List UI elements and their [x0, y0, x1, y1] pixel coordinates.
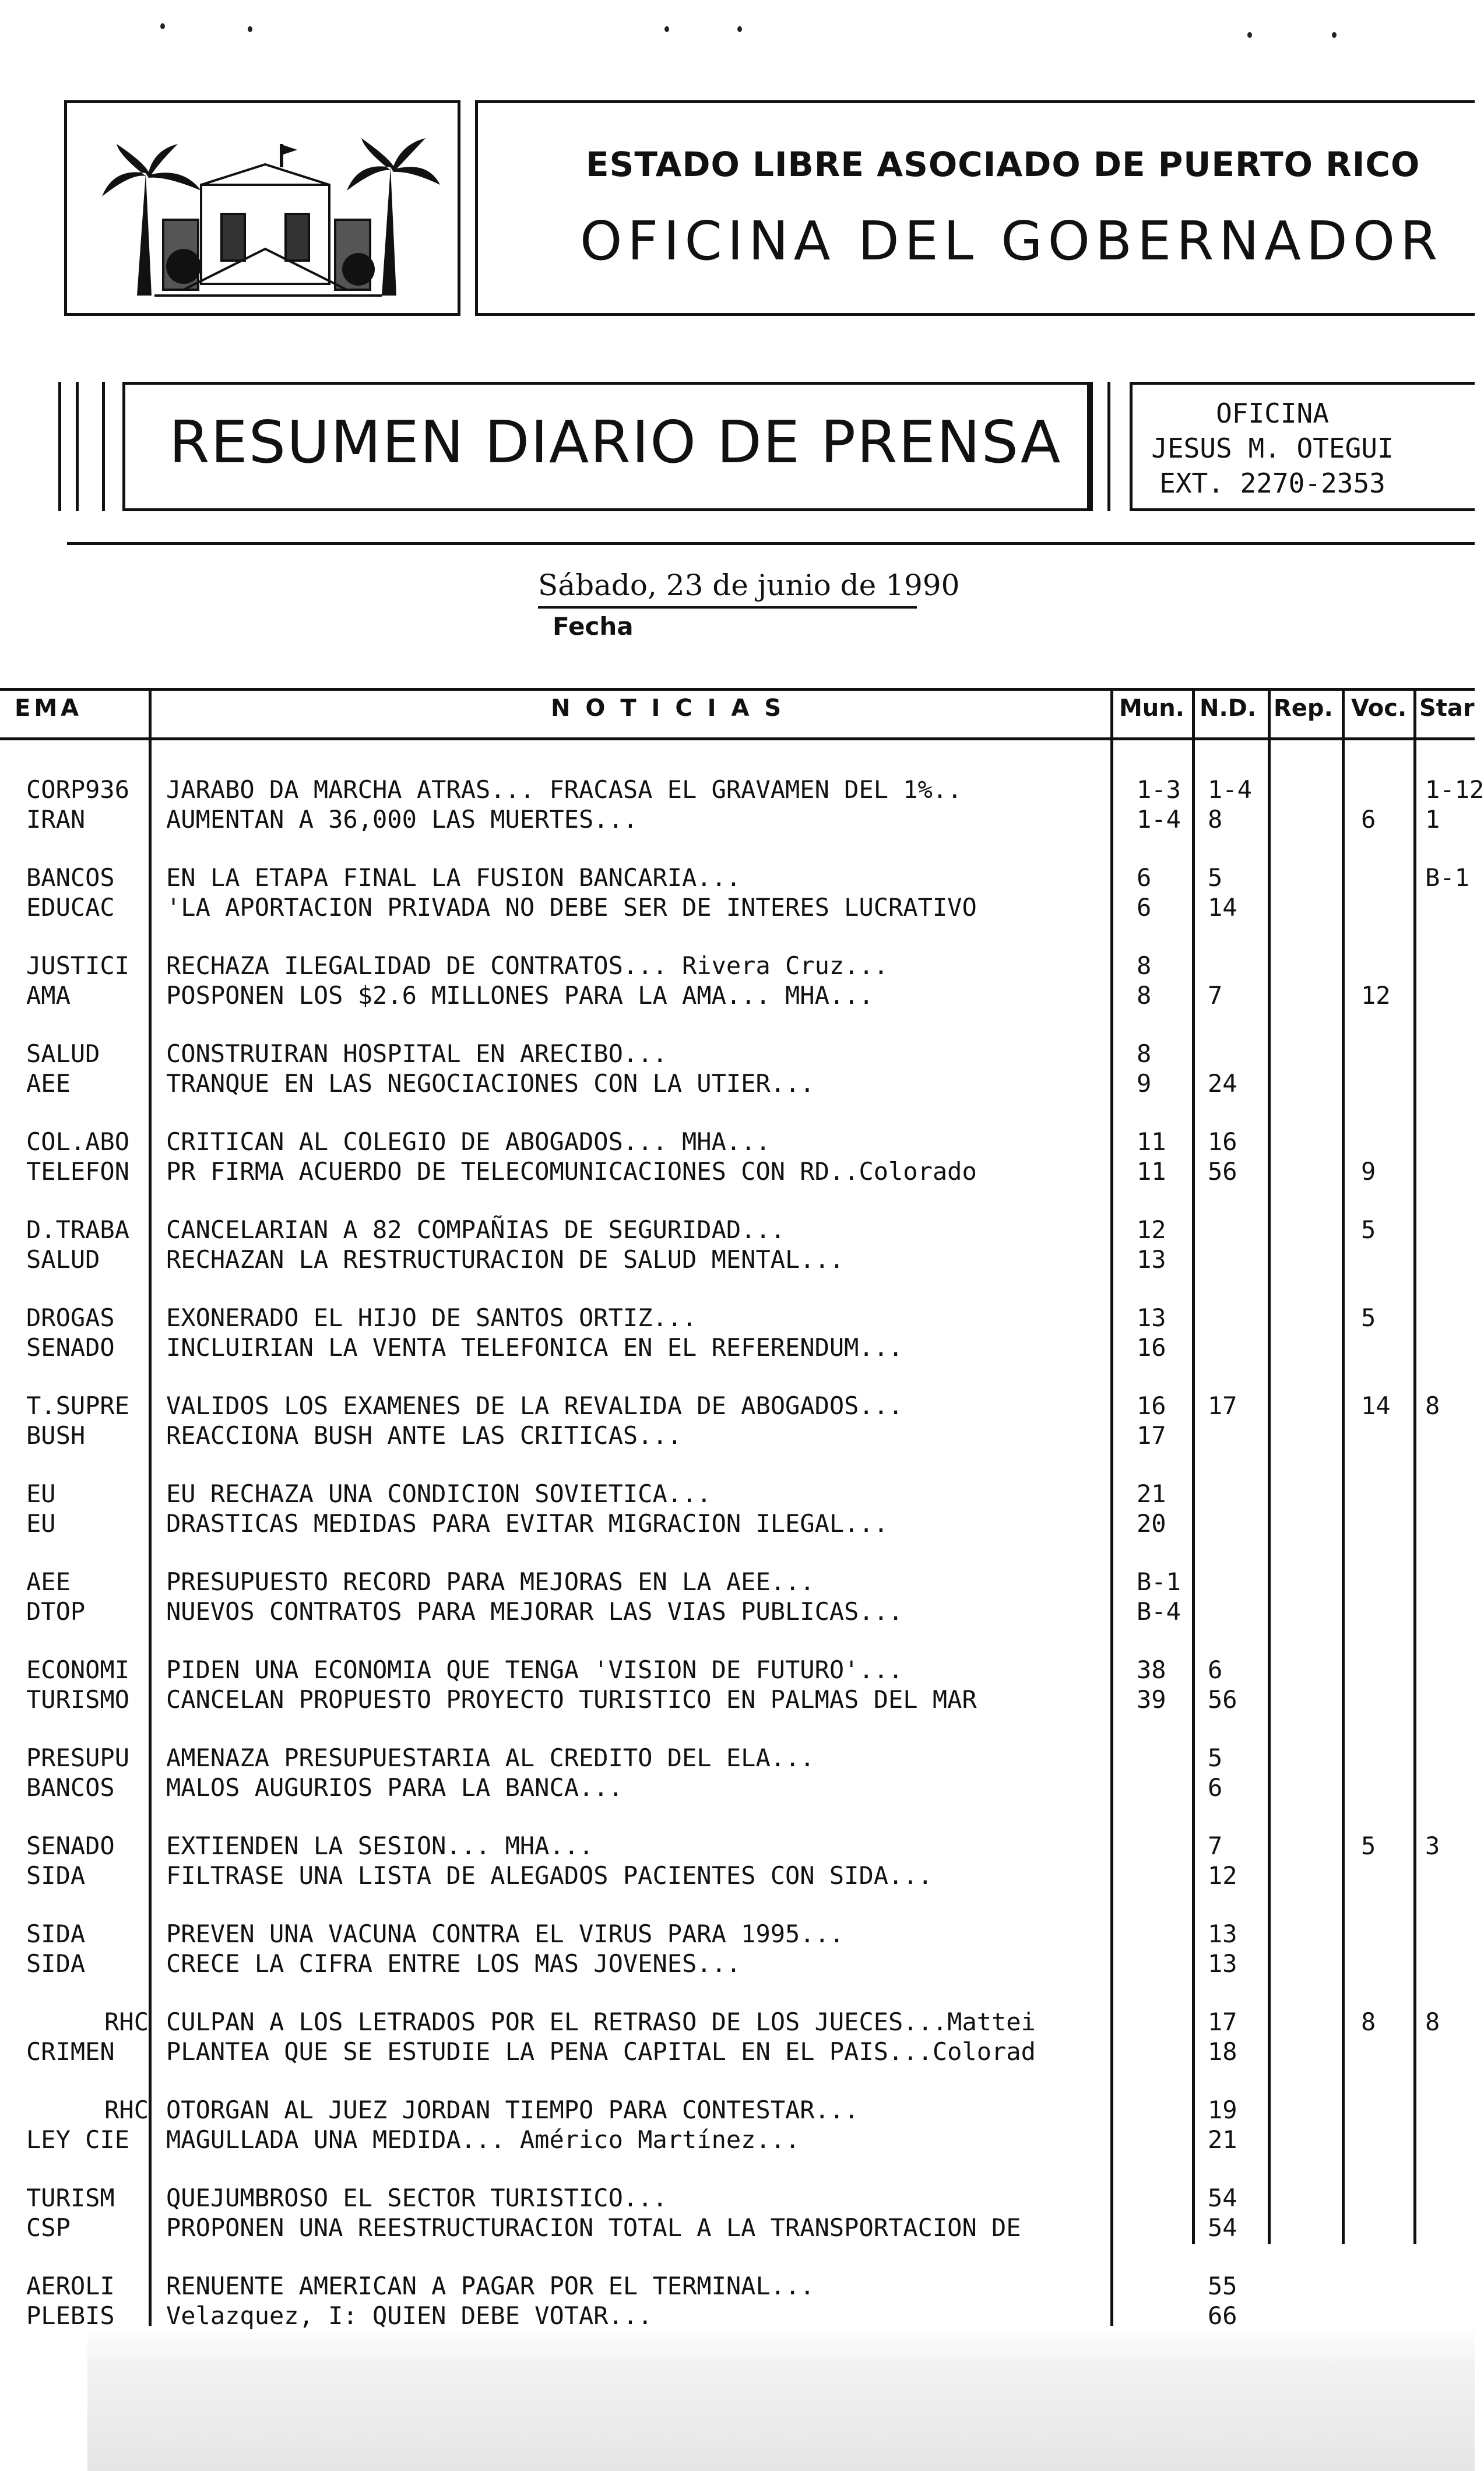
row-headline: CULPAN A LOS LETRADOS POR EL RETRASO DE LOS JUECES...Mattei — [166, 2008, 1036, 2036]
row-tema: LEY CIE — [26, 2125, 130, 2154]
office-extension: EXT. 2270-2353 — [1159, 468, 1385, 499]
row-nd-page: 1-4 — [1208, 775, 1252, 804]
row-tema: SALUD — [26, 1245, 100, 1274]
row-nd-page: 5 — [1208, 863, 1223, 892]
row-nd-page: 6 — [1208, 1773, 1223, 1802]
row-nd-page: 55 — [1208, 2272, 1237, 2300]
row-nd-page: 17 — [1208, 1391, 1237, 1420]
government-header-frame — [475, 100, 1475, 316]
row-headline: REACCIONA BUSH ANTE LAS CRITICAS... — [166, 1421, 683, 1450]
decorative-bars-right — [1090, 382, 1131, 511]
row-nd-page: 18 — [1208, 2037, 1237, 2066]
row-voc-page: 5 — [1361, 1215, 1376, 1244]
row-voc-page: 8 — [1361, 2008, 1376, 2036]
row-mun-page: 17 — [1137, 1421, 1166, 1450]
row-star-page: 8 — [1425, 1391, 1440, 1420]
column-header-noticias: N O T I C I A S — [551, 695, 785, 722]
row-nd-page: 54 — [1208, 2184, 1237, 2212]
row-headline: EU RECHAZA UNA CONDICION SOVIETICA... — [166, 1479, 712, 1508]
row-voc-page: 9 — [1361, 1157, 1376, 1186]
row-tema: SALUD — [26, 1039, 100, 1068]
row-mun-page: 6 — [1137, 863, 1152, 892]
column-divider — [149, 688, 152, 2460]
row-tema: TURISM — [26, 2184, 115, 2212]
row-tema: D.TRABA — [26, 1215, 130, 1244]
row-tema: EDUCAC — [26, 893, 115, 922]
scan-speck — [737, 26, 742, 32]
row-tema: T.SUPRE — [26, 1391, 130, 1420]
date-underline — [538, 606, 917, 609]
row-headline: EN LA ETAPA FINAL LA FUSION BANCARIA... — [166, 863, 741, 892]
row-tema: BANCOS — [26, 1773, 115, 1802]
row-headline: RENUENTE AMERICAN A PAGAR POR EL TERMINAL... — [166, 2272, 815, 2300]
row-nd-page: 16 — [1208, 1127, 1237, 1156]
date-label: Fecha — [553, 612, 634, 641]
row-tema: SIDA — [26, 1861, 86, 1890]
row-voc-page: 14 — [1361, 1391, 1391, 1420]
office-contact-box — [1130, 382, 1475, 511]
row-star-page: 3 — [1425, 1832, 1440, 1860]
row-headline: MALOS AUGURIOS PARA LA BANCA... — [166, 1773, 623, 1802]
column-divider — [1268, 688, 1271, 2244]
row-tema: COL.ABO — [26, 1127, 130, 1156]
row-mun-page: 21 — [1137, 1479, 1166, 1508]
row-headline: MAGULLADA UNA MEDIDA... Américo Martínez... — [166, 2125, 800, 2154]
row-tema: AEE — [26, 1567, 71, 1596]
row-nd-page: 7 — [1208, 1832, 1223, 1860]
column-header-voc: Voc. — [1351, 695, 1407, 722]
column-header-tema: EMA — [15, 695, 83, 722]
row-mun-page: B-4 — [1137, 1597, 1181, 1626]
row-tema: RHC — [104, 2008, 149, 2036]
row-headline: DRASTICAS MEDIDAS PARA EVITAR MIGRACION ILEGAL... — [166, 1509, 889, 1538]
row-mun-page: 38 — [1137, 1655, 1166, 1684]
row-headline: EXONERADO EL HIJO DE SANTOS ORTIZ... — [166, 1303, 697, 1332]
column-divider — [1413, 688, 1416, 2244]
report-title: RESUMEN DIARIO DE PRENSA — [169, 408, 1062, 476]
row-tema: SIDA — [26, 1949, 86, 1978]
scan-speck — [160, 23, 165, 29]
row-mun-page: 8 — [1137, 951, 1152, 980]
row-headline: PLANTEA QUE SE ESTUDIE LA PENA CAPITAL EN EL PAIS...Colorad — [166, 2037, 1036, 2066]
row-voc-page: 5 — [1361, 1303, 1376, 1332]
row-headline: FILTRASE UNA LISTA DE ALEGADOS PACIENTES CON SIDA... — [166, 1861, 933, 1890]
row-headline: PROPONEN UNA REESTRUCTURACION TOTAL A LA TRANSPORTACION DE — [166, 2213, 1021, 2242]
row-headline: CRITICAN AL COLEGIO DE ABOGADOS... MHA... — [166, 1127, 771, 1156]
row-tema: EU — [26, 1479, 56, 1508]
scan-speck — [1247, 32, 1252, 38]
logo-frame — [64, 100, 460, 316]
row-nd-page: 13 — [1208, 1920, 1237, 1948]
row-nd-page: 5 — [1208, 1744, 1223, 1772]
row-mun-page: 1-4 — [1137, 805, 1181, 834]
decorative-bars-left — [58, 382, 122, 511]
column-divider — [1110, 688, 1113, 2460]
row-nd-page: 19 — [1208, 2096, 1237, 2124]
row-mun-page: 11 — [1137, 1127, 1166, 1156]
row-star-page: 1 — [1425, 805, 1440, 834]
row-headline: INCLUIRIAN LA VENTA TELEFONICA EN EL REFERENDUM... — [166, 1333, 903, 1362]
row-tema: CRIMEN — [26, 2037, 115, 2066]
row-nd-page: 13 — [1208, 1949, 1237, 1978]
row-headline: EXTIENDEN LA SESION... MHA... — [166, 1832, 594, 1860]
row-tema: EU — [26, 1509, 56, 1538]
column-header-nd: N.D. — [1200, 695, 1257, 722]
row-mun-page: 12 — [1137, 1215, 1166, 1244]
row-voc-page: 5 — [1361, 1832, 1376, 1860]
row-tema: DROGAS — [26, 1303, 115, 1332]
row-headline: NUEVOS CONTRATOS PARA MEJORAR LAS VIAS PUBLICAS... — [166, 1597, 903, 1626]
row-headline: RECHAZA ILEGALIDAD DE CONTRATOS... Rivera Cruz... — [166, 951, 889, 980]
row-mun-page: 8 — [1137, 981, 1152, 1010]
row-nd-page: 24 — [1208, 1069, 1237, 1098]
row-tema: RHC — [104, 2096, 149, 2124]
row-nd-page: 8 — [1208, 805, 1223, 834]
row-headline: CRECE LA CIFRA ENTRE LOS MAS JOVENES... — [166, 1949, 741, 1978]
row-nd-page: 7 — [1208, 981, 1223, 1010]
row-tema: SENADO — [26, 1832, 115, 1860]
column-divider — [1192, 688, 1195, 2244]
row-tema: DTOP — [26, 1597, 86, 1626]
row-headline: AMENAZA PRESUPUESTARIA AL CREDITO DEL ELA... — [166, 1744, 815, 1772]
row-tema: IRAN — [26, 805, 86, 834]
row-mun-page: 8 — [1137, 1039, 1152, 1068]
row-tema: JUSTICI — [26, 951, 130, 980]
row-mun-page: 13 — [1137, 1303, 1166, 1332]
office-title: OFICINA DEL GOBERNADOR — [580, 210, 1443, 272]
row-headline: RECHAZAN LA RESTRUCTURACION DE SALUD MENTAL... — [166, 1245, 845, 1274]
row-headline: QUEJUMBROSO EL SECTOR TURISTICO... — [166, 2184, 667, 2212]
column-divider — [1342, 688, 1345, 2244]
row-nd-page: 21 — [1208, 2125, 1237, 2154]
table-header-bottom-rule — [0, 737, 1475, 740]
row-tema: AMA — [26, 981, 71, 1010]
row-mun-page: 9 — [1137, 1069, 1152, 1098]
row-nd-page: 56 — [1208, 1685, 1237, 1714]
row-tema: TURISMO — [26, 1685, 130, 1714]
scan-speck — [1332, 32, 1337, 38]
row-headline: TRANQUE EN LAS NEGOCIACIONES CON LA UTIER... — [166, 1069, 815, 1098]
office-label: OFICINA — [1216, 398, 1329, 429]
row-star-page: 1-12 — [1425, 775, 1484, 804]
row-headline: JARABO DA MARCHA ATRAS... FRACASA EL GRAVAMEN DEL 1%.. — [166, 775, 962, 804]
row-tema: BANCOS — [26, 863, 115, 892]
office-contact-name: JESUS M. OTEGUI — [1151, 433, 1394, 464]
row-mun-page: 11 — [1137, 1157, 1166, 1186]
column-header-star: Star — [1419, 695, 1475, 722]
row-nd-page: 54 — [1208, 2213, 1237, 2242]
row-tema: CORP936 — [26, 775, 130, 804]
row-nd-page: 6 — [1208, 1655, 1223, 1684]
row-mun-page: 39 — [1137, 1685, 1166, 1714]
row-headline: PR FIRMA ACUERDO DE TELECOMUNICACIONES CON RD..Colorado — [166, 1157, 977, 1186]
row-mun-page: 13 — [1137, 1245, 1166, 1274]
row-tema: PLEBIS — [26, 2301, 115, 2330]
row-headline: CANCELARIAN A 82 COMPAÑIAS DE SEGURIDAD... — [166, 1215, 786, 1244]
row-nd-page: 17 — [1208, 2008, 1237, 2036]
row-headline: PIDEN UNA ECONOMIA QUE TENGA 'VISION DE FUTURO'... — [166, 1655, 903, 1684]
table-header-top-rule — [0, 688, 1475, 691]
row-headline: Velazquez, I: QUIEN DEBE VOTAR... — [166, 2301, 653, 2330]
row-nd-page: 12 — [1208, 1861, 1237, 1890]
row-headline: VALIDOS LOS EXAMENES DE LA REVALIDA DE ABOGADOS... — [166, 1391, 903, 1420]
scan-shadow — [87, 2326, 1475, 2471]
row-tema: AEROLI — [26, 2272, 115, 2300]
row-mun-page: 16 — [1137, 1391, 1166, 1420]
scan-speck — [664, 26, 669, 32]
row-nd-page: 66 — [1208, 2301, 1237, 2330]
row-headline: AUMENTAN A 36,000 LAS MUERTES... — [166, 805, 638, 834]
building-with-palms-icon — [67, 103, 458, 313]
row-headline: OTORGAN AL JUEZ JORDAN TIEMPO PARA CONTESTAR... — [166, 2096, 859, 2124]
row-tema: ECONOMI — [26, 1655, 130, 1684]
row-mun-page: 20 — [1137, 1509, 1166, 1538]
row-headline: PRESUPUESTO RECORD PARA MEJORAS EN LA AEE... — [166, 1567, 815, 1596]
date-value: Sábado, 23 de junio de 1990 — [538, 568, 960, 602]
row-headline: POSPONEN LOS $2.6 MILLONES PARA LA AMA... MHA... — [166, 981, 874, 1010]
row-tema: AEE — [26, 1069, 71, 1098]
row-nd-page: 56 — [1208, 1157, 1237, 1186]
row-tema: TELEFON — [26, 1157, 130, 1186]
column-header-rep: Rep. — [1274, 695, 1333, 722]
row-headline: PREVEN UNA VACUNA CONTRA EL VIRUS PARA 1995... — [166, 1920, 845, 1948]
row-tema: PRESUPU — [26, 1744, 130, 1772]
row-headline: CONSTRUIRAN HOSPITAL EN ARECIBO... — [166, 1039, 667, 1068]
row-mun-page: B-1 — [1137, 1567, 1181, 1596]
row-mun-page: 16 — [1137, 1333, 1166, 1362]
row-headline: 'LA APORTACION PRIVADA NO DEBE SER DE INTERES LUCRATIVO — [166, 893, 977, 922]
row-star-page: 8 — [1425, 2008, 1440, 2036]
header-separator — [67, 542, 1475, 545]
row-tema: SIDA — [26, 1920, 86, 1948]
row-headline: CANCELAN PROPUESTO PROYECTO TURISTICO EN PALMAS DEL MAR — [166, 1685, 977, 1714]
row-voc-page: 12 — [1361, 981, 1391, 1010]
row-tema: CSP — [26, 2213, 71, 2242]
government-entity-line: ESTADO LIBRE ASOCIADO DE PUERTO RICO — [586, 145, 1420, 184]
row-nd-page: 14 — [1208, 893, 1237, 922]
row-mun-page: 6 — [1137, 893, 1152, 922]
row-voc-page: 6 — [1361, 805, 1376, 834]
scan-speck — [248, 26, 252, 32]
row-tema: SENADO — [26, 1333, 115, 1362]
row-tema: BUSH — [26, 1421, 86, 1450]
row-mun-page: 1-3 — [1137, 775, 1181, 804]
row-star-page: B-1 — [1425, 863, 1469, 892]
column-header-mun: Mun. — [1119, 695, 1184, 722]
